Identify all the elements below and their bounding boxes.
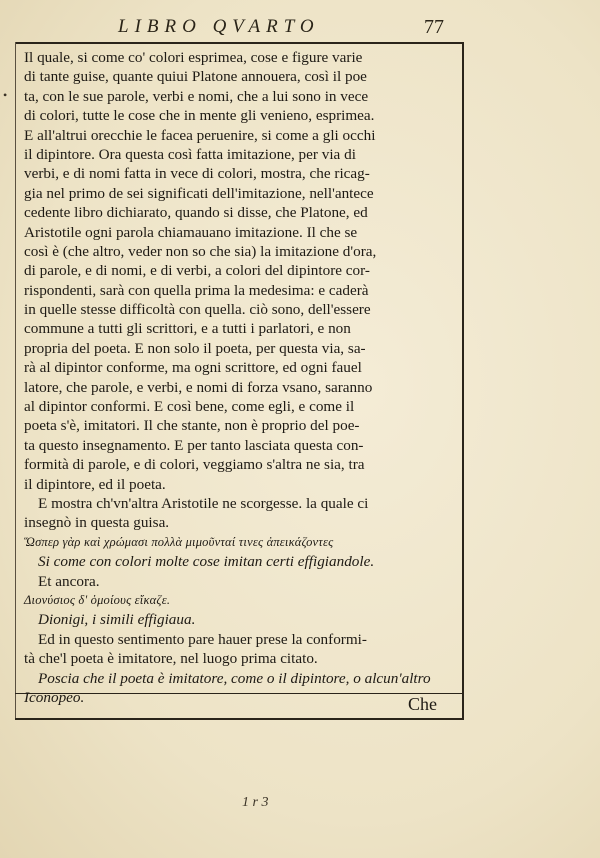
body-text [24,48,460,707]
italic-quotation: Poscia che il poeta è imitatore, come o il dipintore, o alcun'altro [38,669,431,687]
frame-left-rule [15,42,16,718]
text-line: verbi, e di nomi fatta in vece di colori, mostra, che ricag- [24,165,370,183]
folio-mark: 1 r 3 [242,795,269,810]
text-line: gia nel primo de sei significati dell'imitazione, nell'antece [24,184,374,202]
text-line: rispondenti, sarà con quella prima la medesima: e caderà [24,281,369,299]
text-line: di tante guise, quante quiui Platone annouera, così il poe [24,68,367,86]
italic-translation: Dionigi, i simili effigiaua. [38,611,196,629]
text-line: Et ancora. [38,572,100,590]
text-line: latore, che parole, e verbi, e nomi di forza vsano, saranno [24,378,373,396]
text-line: E all'altrui orecchie le facea peruenire, si come a gli occhi [24,126,376,144]
text-line: tà che'l poeta è imitatore, nel luogo prima citato. [24,650,318,668]
text-line: il dipintore. Ora questa così fatta imitazione, per via di [24,145,356,163]
running-head: LIBRO QVARTO [118,16,320,37]
text-line: E mostra ch'vn'altra Aristotile ne scorgesse. la quale ci [38,494,369,512]
text-line: commune a tutti gli scrittori, e a tutti i parlatori, e non [24,320,351,338]
text-line: di colori, tutte le cose che in mente gli venieno, esprimea. [24,107,375,125]
text-line: di parole, e di nomi, e di verbi, a colori del dipintore cor- [24,262,370,280]
text-line: così è (che altro, veder non so che sia) la imitazione d'ora, [24,242,377,260]
text-line: rà al dipintor conforme, ma ogni scrittore, ed ogni fauel [24,359,362,377]
text-line: Il quale, si come co' colori esprimea, cose e figure varie [24,49,363,66]
text-line: al dipintor conformi. E così bene, come egli, e come il [24,398,355,416]
frame-top-rule [15,42,463,44]
page-number: 77 [424,16,444,38]
frame-bottom-rule [15,718,464,720]
catchword: Che [408,694,437,714]
text-line: propria del poeta. E non solo il poeta, per questa via, sa- [24,339,366,357]
greek-quotation: Διονύσιος δ' ὁμοίους εἴκαζε. [24,592,171,607]
margin-mark: • [3,88,8,102]
text-line: cedente libro dichiarato, quando si disse, che Platone, ed [24,204,368,222]
text-line: poeta s'è, imitatori. Il che stante, non è proprio del poe- [24,417,360,435]
text-line: insegnò in questa guisa. [24,514,170,532]
greek-quotation: Ὥσπερ γὰρ καὶ χρώμασι πολλὰ μιμοῦνταί τινες ἀπεικάζοντες [24,534,334,549]
text-line: formità di parole, e di colori, veggiamo s'altra ne sia, tra [24,456,365,474]
text-line: ta questo insegnamento. E per tanto lasciata questa con- [24,436,364,454]
frame-right-rule [462,42,464,718]
text-line: in quelle stesse difficoltà con quella. ciò sono, dell'essere [24,301,371,319]
text-line: ta, con le sue parole, verbi e nomi, che a lui sono in vece [24,87,369,105]
text-line: il dipintore, ed il poeta. [24,475,166,493]
italic-quotation: Iconopeo. [24,688,85,706]
text-line: Aristotile ogni parola chiamauano imitazione. Il che se [24,223,358,241]
text-line: Ed in questo sentimento pare hauer prese la conformi- [38,630,367,648]
italic-translation: Si come con colori molte cose imitan certi effigiandole. [38,553,375,571]
